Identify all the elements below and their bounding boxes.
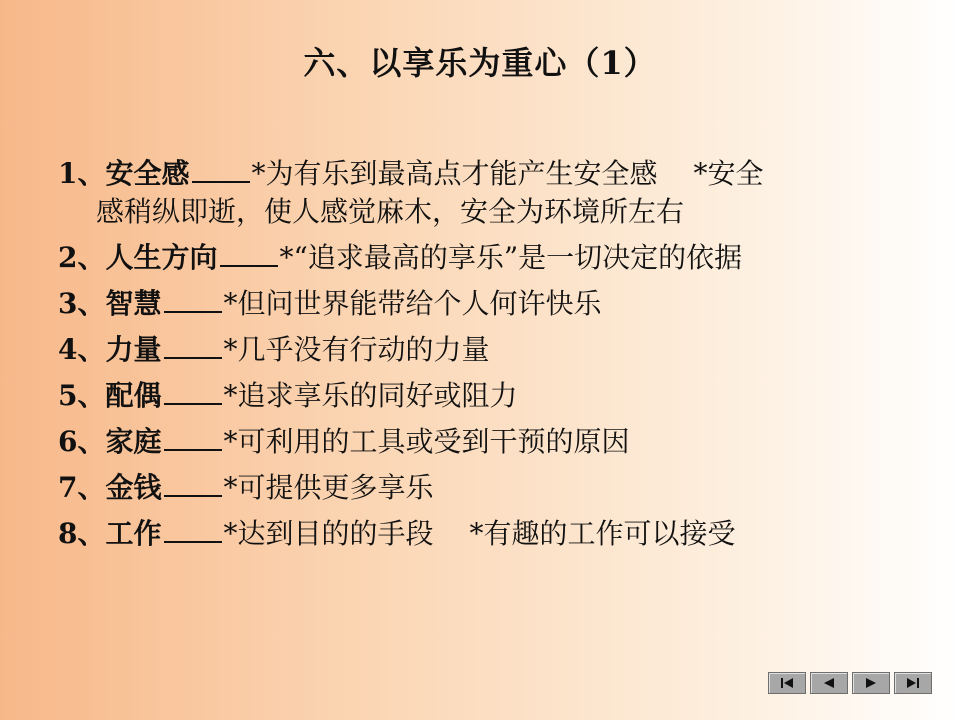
item-number: 5、 [58, 379, 106, 412]
last-slide-icon [905, 677, 921, 689]
item-number: 7、 [58, 471, 106, 504]
list-item [58, 515, 918, 553]
fill-blank [164, 377, 222, 405]
item-topic: 金钱 [105, 471, 162, 504]
last-slide-button[interactable] [894, 672, 932, 694]
item-topic: 安全感 [105, 157, 190, 190]
next-slide-button[interactable] [852, 672, 890, 694]
fill-blank [192, 155, 250, 183]
list-item [58, 423, 918, 461]
fill-blank [164, 515, 222, 543]
item-number: 8、 [58, 517, 106, 550]
fill-blank [164, 285, 222, 313]
slide-navigation [768, 672, 932, 694]
next-slide-icon [863, 677, 879, 689]
item-topic: 智慧 [105, 287, 162, 320]
item-note: *但问世界能带给个人何许快乐 [223, 287, 602, 320]
list-item [58, 239, 918, 277]
fill-blank [164, 331, 222, 359]
list-item [58, 285, 918, 323]
slide-title: 六、以享乐为重心（1） [303, 44, 657, 82]
item-continuation: 感稍纵即逝，使人感觉麻木，安全为环境所左右 [96, 195, 685, 228]
item-note: *几乎没有行动的力量 [223, 333, 490, 366]
previous-slide-icon [821, 677, 837, 689]
item-topic: 家庭 [105, 425, 162, 458]
item-note: *为有乐到最高点才能产生安全感 [251, 157, 658, 190]
list-item [58, 377, 918, 415]
item-note: *追求享乐的同好或阻力 [223, 379, 518, 412]
topic-list [58, 155, 918, 561]
item-topic: 力量 [105, 333, 162, 366]
item-note: *可提供更多享乐 [223, 471, 434, 504]
item-note: *可利用的工具或受到干预的原因 [223, 425, 630, 458]
item-note: *“追求最高的享乐”是一切决定的依据 [279, 241, 743, 274]
item-note-2: *有趣的工作可以接受 [469, 517, 736, 550]
fill-blank [164, 469, 222, 497]
item-number: 4、 [58, 333, 106, 366]
first-slide-button[interactable] [768, 672, 806, 694]
item-topic: 人生方向 [105, 241, 218, 274]
fill-blank [220, 239, 278, 267]
item-topic: 配偶 [105, 379, 162, 412]
item-number: 6、 [58, 425, 106, 458]
list-item [58, 155, 918, 231]
item-number: 1、 [58, 157, 106, 190]
fill-blank [164, 423, 222, 451]
previous-slide-button[interactable] [810, 672, 848, 694]
item-note-2: *安全 [693, 157, 764, 190]
item-topic: 工作 [105, 517, 162, 550]
list-item [58, 469, 918, 507]
item-note: *达到目的的手段 [223, 517, 434, 550]
list-item [58, 331, 918, 369]
first-slide-icon [779, 677, 795, 689]
item-number: 3、 [58, 287, 106, 320]
item-number: 2、 [58, 241, 106, 274]
